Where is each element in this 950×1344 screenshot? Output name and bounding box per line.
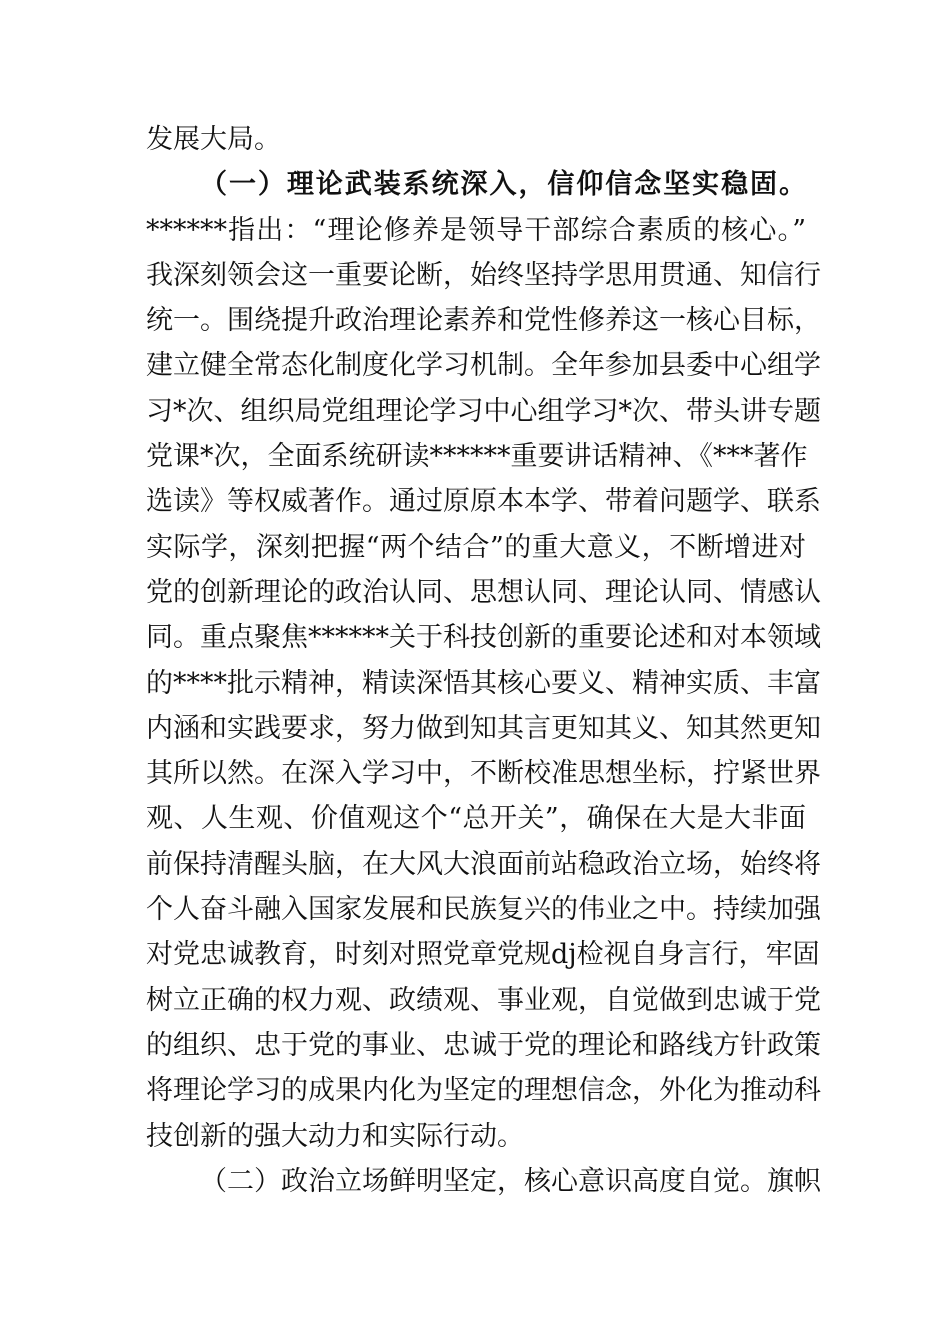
section-heading-one: （一）理论武装系统深入，信仰信念坚实稳固。 [200, 169, 806, 201]
paragraph-line: 选读》等权威著作。通过原原本本学、带着问题学、联系 [146, 486, 821, 518]
paragraph-line: 将理论学习的成果内化为坚定的理想信念，外化为推动科 [146, 1075, 821, 1107]
paragraph-line: 前保持清醒头脑，在大风大浪面前站稳政治立场，始终将 [146, 848, 821, 880]
paragraph-line: 习*次、组织局党组理论学习中心组学习*次、带头讲专题 [146, 395, 821, 427]
paragraph-line: ******指出：“理论修养是领导干部综合素质的核心。” [146, 214, 806, 246]
paragraph-line: 技创新的强大动力和实际行动。 [146, 1120, 524, 1152]
paragraph-line: 对党忠诚教育，时刻对照党章党规dj检视自身言行，牢固 [146, 939, 820, 971]
paragraph-line: 树立正确的权力观、政绩观、事业观，自觉做到忠诚于党 [146, 984, 821, 1016]
paragraph-line: 实际学，深刻把握“两个结合”的重大意义，不断增进对 [146, 531, 806, 563]
paragraph-line: 我深刻领会这一重要论断，始终坚持学思用贯通、知信行 [146, 259, 821, 291]
paragraph-line: 的****批示精神，精读深悟其核心要义、精神实质、丰富 [146, 667, 821, 699]
paragraph-line: 的组织、忠于党的事业、忠诚于党的理论和路线方针政策 [146, 1029, 821, 1061]
section-heading-two: （二）政治立场鲜明坚定，核心意识高度自觉。旗帜 [200, 1165, 821, 1197]
paragraph-line: 党的创新理论的政治认同、思想认同、理论认同、情感认 [146, 576, 821, 608]
body-text [146, 117, 821, 1204]
paragraph-line: 个人奋斗融入国家发展和民族复兴的伟业之中。持续加强 [146, 894, 821, 926]
paragraph-line: 党课*次，全面系统研读******重要讲话精神、《***著作 [146, 441, 808, 473]
paragraph-line: 内涵和实践要求，努力做到知其言更知其义、知其然更知 [146, 712, 821, 744]
paragraph-line: 其所以然。在深入学习中，不断校准思想坐标，拧紧世界 [146, 758, 821, 790]
paragraph-line: 发展大局。 [146, 124, 281, 155]
paragraph-line: 统一。围绕提升政治理论素养和党性修养这一核心目标， [146, 305, 821, 337]
paragraph-line: 观、人生观、价值观这个“总开关”，确保在大是大非面 [146, 803, 806, 835]
paragraph-line: 建立健全常态化制度化学习机制。全年参加县委中心组学 [146, 350, 821, 382]
paragraph-line: 同。重点聚焦******关于科技创新的重要论述和对本领域 [146, 622, 821, 654]
